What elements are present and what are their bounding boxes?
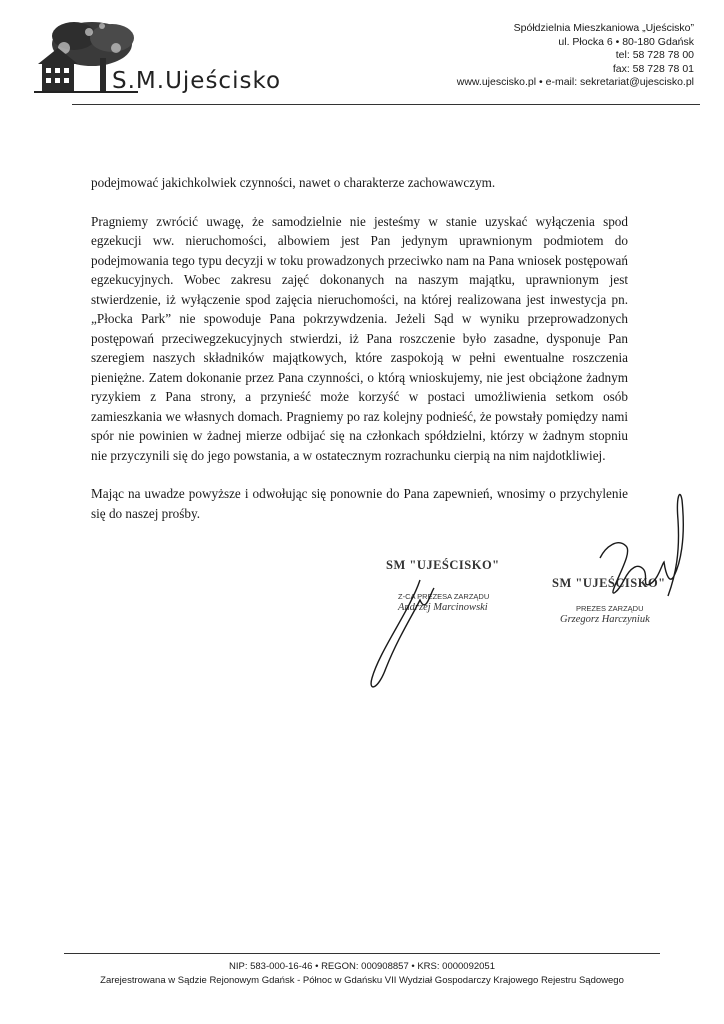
stamp-person: Grzegorz Harczyniuk xyxy=(560,614,650,625)
footer xyxy=(40,960,684,988)
footer-regon: REGON: 000908857 xyxy=(321,961,409,972)
paragraph: podejmować jakichkolwiek czynności, nawet o charakterze zachowawczym. xyxy=(91,175,496,190)
stamp-role: Z-CA PREZESA ZARZĄDU xyxy=(398,592,490,601)
header-contact xyxy=(364,22,694,90)
org-tel: tel: 58 728 78 00 xyxy=(615,49,694,61)
paragraph: Pragniemy zwrócić uwagę, że samodzielnie nie jesteśmy w stanie uzyskać wyłączenia spod egzekucji ww. nieruchomości, albowiem jest Pan jedynym uprawnionym podmiotem do podejmowania tego typu decyzji w toku prowadzonych przeciwko nam na Pana wniosek postępowań egzekucyjnych. Wobec zakresu zajęć dokonanych na naszym majątku, uprawnionym jest stwierdzenie, iż wyłączenie spod zajęcia nieruchomości, na której realizowana jest inwestycja pn. „Płocka Park” nie spowoduje Pana pokrzywdzenia. Jeżeli Sąd w wyniku przeprowadzonych postępowań przeciwegzekucyjnych stwierdzi, iż Pana roszczenie było zasadne, dysponuje Pan szeregiem naszych składników majątkowych, które zaspokoją w pełni ewentualne roszczenia pieniężne. Zatem dokonanie przez Pana czynności, o którą wnioskujemy, nie jest obciążone żadnym ryzykiem z Pana strony, a przynieść może korzyść w postaci umożliwienia setkom osób zamieszkania we własnych domach. Pragniemy po raz kolejny podnieść, że powstały pomiędzy nami spór nie powinien w żadnej mierze odbijać się na członkach spółdzielni, którzy w żadnym stopniu nie przyczynili się do jego powstania, a w ostatecznym rozrachunku cierpią na nim najdotkliwiej. xyxy=(91,213,628,463)
stamp-org: SM "UJEŚCISKO" xyxy=(386,558,500,572)
handwritten-signature-icon xyxy=(350,540,550,700)
stamp-role: PREZES ZARZĄDU xyxy=(576,604,644,613)
stamp-person: Andrzej Marcinowski xyxy=(398,602,488,613)
logo-text: S.M.Ujeścisko xyxy=(112,68,282,94)
signature-block-vice-president xyxy=(350,540,550,700)
org-web-link[interactable]: www.ujescisko.pl xyxy=(456,76,537,88)
header-divider xyxy=(72,104,700,105)
org-email[interactable]: e-mail: sekretariat@ujescisko.pl xyxy=(545,76,694,88)
org-address: ul. Płocka 6 • 80-180 Gdańsk xyxy=(558,35,694,48)
footer-registration: Zarejestrowana w Sądzie Rejonowym Gdańsk - Północ w Gdańsku VII Wydział Gospodarczy Krajowego Rejestru Sądowego xyxy=(100,975,624,986)
logo xyxy=(34,18,304,98)
org-name: Spółdzielnia Mieszkaniowa „Ujeścisko” xyxy=(513,22,694,34)
paragraph: Mając na uwadze powyższe i odwołując się ponownie do Pana zapewnień, wnosimy o przychylenie się do naszej prośby. xyxy=(91,486,628,521)
org-web-email xyxy=(364,76,694,90)
handwritten-signature-icon xyxy=(546,480,716,640)
stamp-org: SM "UJEŚCISKO" xyxy=(552,576,666,590)
footer-divider xyxy=(64,953,660,954)
footer-ids xyxy=(40,960,684,974)
footer-nip: NIP: 583-000-16-46 xyxy=(229,961,313,972)
signature-block-president xyxy=(546,480,716,640)
org-fax: fax: 58 728 78 01 xyxy=(612,62,694,75)
footer-krs: KRS: 0000092051 xyxy=(417,961,495,972)
